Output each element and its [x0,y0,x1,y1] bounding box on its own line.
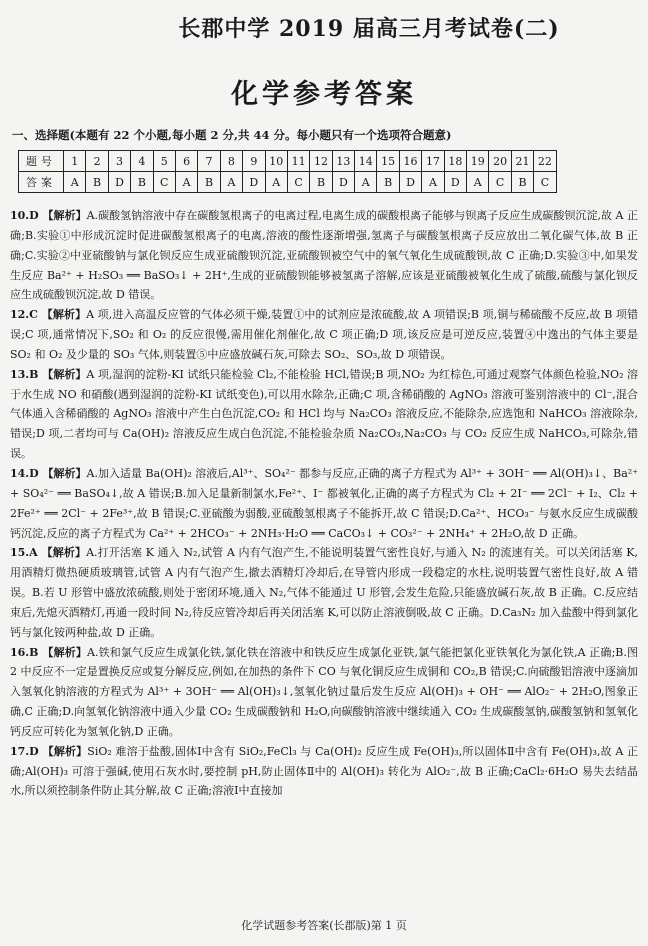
explanation-item [10,206,638,305]
item-text: A.加入适量 Ba(OH)₂ 溶液后,Al³⁺、SO₄²⁻ 都参与反应,正确的离子方程式为 Al³⁺ + 3OH⁻ ══ Al(OH)₃↓、Ba²⁺ + SO₄²⁻ ══ BaSO₄↓,故 A 错误;B.加入足量新制氯水,Fe²⁺、I⁻ 都被氧化,正确的离子方程式为 Cl₂ + 2I⁻ ══ 2Cl⁻ + I₂、Cl₂ + 2Fe²⁺ ══ 2Cl⁻ + 2Fe³⁺,故 B 错误;C.亚硫酸为弱酸,亚硫酸氢根离子不能拆开,故 C 错误;D.Ca²⁺、HCO₃⁻ 与氨水反应生成碳酸钙沉淀,反应的离子方程式为 Ca²⁺ + 2HCO₃⁻ + 2NH₃·H₂O ══ CaCO₃↓ + CO₃²⁻ + 2NH₄⁺ + 2H₂O,故 D 正确。 [10,466,638,540]
row-header-answer: 答案 [19,172,64,193]
answer-cell: D [243,172,265,193]
answer-cell: D [444,172,466,193]
answer-cell: A [265,172,287,193]
item-text: A 项,湿润的淀粉-KI 试纸只能检验 Cl₂,不能检验 HCl,错误;B 项,NO₂ 为红棕色,可通过观察气体颜色检验,NO₂ 溶于水生成 NO 和硝酸(遇到湿润的淀粉-KI 试纸变色),可以用水除杂,正确;C 项,含稀硝酸的 AgNO₃ 溶液可鉴别溶液中的 Cl⁻,混合气体通入含稀硝酸的 AgNO₃ 溶液中产生白色沉淀,CO₂ 和 HCl 均与 Na₂CO₃ 溶液反应,不能除杂,应选饱和 NaHCO₃ 溶液除杂,错误;D 项,二者均可与 Ca(OH)₂ 溶液反应生成白色沉淀,不能检验杂质 Na₂CO₃,Na₂CO₃ 与 CO₂ 反应生成 NaHCO₃,可除杂,错误。 [10,367,639,461]
answer-cell: B [310,172,332,193]
question-number-cell: 19 [467,151,489,172]
question-number-cell: 20 [489,151,511,172]
question-number-cell: 8 [220,151,242,172]
item-key: 13.B 【解析】 [10,367,87,381]
item-text: A.打开活塞 K 通入 N₂,试管 A 内有气泡产生,不能说明装置气密性良好,与通入 N₂ 的流速有关。可以关闭活塞 K,用酒精灯微热硬质玻璃管,试管 A 内有气泡产生,撤去酒精灯冷却后,在导管内形成一段稳定的水柱,说明装置气密性良好,故 A 错误。B.若 U 形管中盛放浓硫酸,则处于密闭环境,通入 N₂,气体不能通过 U 形管,会发生危险,只能盛放碱石灰,故 B 正确。C.反应结束后,先熄灭酒精灯,再通一段时间 N₂,待反应管冷却后再关闭活塞 K,可以防止溶液倒吸,故 C 正确。D.Ca₃N₂ 加入盐酸中得到氯化钙与氯化铵两种盐,故 D 正确。 [10,546,638,639]
question-number-cell: 12 [310,151,332,172]
question-number-cell: 14 [355,151,377,172]
question-number-cell: 13 [332,151,354,172]
explanation-item [10,305,638,365]
section-heading: 一、选择题(本题有 22 个小题,每小题 2 分,共 44 分。每小题只有一个选项符合题意) [12,128,452,142]
answer-table-number-row [19,151,557,172]
page-title: 化学参考答案 [231,79,417,110]
answer-cell: B [86,172,108,193]
question-number-cell: 1 [64,151,86,172]
answer-cell: A [467,172,489,193]
answer-cell: A [64,172,86,193]
answer-table-answer-row [19,172,557,193]
question-number-cell: 2 [86,151,108,172]
question-number-cell: 6 [175,151,197,172]
question-number-cell: 15 [377,151,399,172]
question-number-cell: 9 [243,151,265,172]
question-number-cell: 22 [534,151,556,172]
answer-cell: A [355,172,377,193]
row-header-number: 题号 [19,151,64,172]
item-key: 12.C 【解析】 [10,308,87,322]
answer-cell: B [198,172,220,193]
explanation-item [10,365,638,464]
explanation-item [10,643,638,742]
question-number-cell: 21 [511,151,533,172]
question-number-cell: 3 [108,151,130,172]
item-key: 10.D 【解析】 [10,209,87,222]
explanation-item [10,742,638,802]
item-key: 16.B 【解析】 [10,645,88,659]
page-footer: 化学试题参考答案(长郡版)第 1 页 [241,919,407,932]
answer-cell: A [175,172,197,193]
answer-cell: A [220,172,242,193]
item-text: A 项,进入高温反应管的气体必须干燥,装置①中的试剂应是浓硫酸,故 A 项错误;B 项,铜与稀硫酸不反应,故 B 项错误;C 项,通常情况下,SO₂ 和 O₂ 的反应很慢,需用催化剂催化,故 C 项正确;D 项,该反应是可逆反应,装置④中逸出的气体主要是 SO₂ 和 O₂ 及少量的 SO₃ 气体,则装置⑤中应盛放碱石灰,可除去 SO₂、SO₃,故 D 项错误。 [10,308,638,361]
answer-cell: C [534,172,556,193]
answer-cell: C [153,172,175,193]
answer-cell: C [489,172,511,193]
question-number-cell: 17 [422,151,444,172]
question-number-cell: 18 [444,151,466,172]
question-number-cell: 7 [198,151,220,172]
question-number-cell: 5 [153,151,175,172]
answer-table [18,150,557,193]
explanation-item [10,543,638,642]
question-number-cell: 4 [131,151,153,172]
answer-cell: C [287,172,309,193]
item-text: A.铁和氯气反应生成氯化铁,氯化铁在溶液中和铁反应生成氯化亚铁,氯气能把氯化亚铁氧化为氯化铁,A 正确;B.图 2 中反应不一定是置换反应或复分解反应,例如,在加热的条件下 CO 与氧化铜反应生成铜和 CO₂,B 错误;C.向硫酸铝溶液中逐滴加入氢氧化钠溶液的方程式为 Al³⁺ + 3OH⁻ ══ Al(OH)₃↓,氢氧化钠过量后发生反应 Al(OH)₃ + OH⁻ ══ AlO₂⁻ + 2H₂O,图象正确,C 正确;D.向氢氧化钠溶液中通入少量 CO₂ 生成碳酸钠和 H₂O,向碳酸钠溶液中继续通入 CO₂ 生成碳酸氢钠,碳酸氢钠和氢氧化钙反应可转化为氢氧化钠,D 正确。 [10,645,638,738]
item-text: A.碳酸氢钠溶液中存在碳酸氢根离子的电离过程,电离生成的碳酸根离子能够与钡离子反应生成碳酸钡沉淀,故 A 正确;B.实验①中形成沉淀时促进碳酸氢根离子的电离,溶液的酸性逐渐增强,氢离子与碳酸氢根离子反应放出二氧化碳气体,故 B 正确;C.实验②中亚硫酸钠与氯化钡反应生成亚硫酸钡沉淀,亚硫酸钡被空气中的氧气氧化生成硫酸钡,故 C 正确;D.实验③中,如果发生反应 Ba²⁺ + H₂SO₃ ══ BaSO₃↓ + 2H⁺,生成的亚硫酸钡能够被氢离子溶解,应该是亚硫酸被氧化生成了硫酸,硫酸与氯化钡反应生成硫酸钡沉淀,故 D 错误。 [10,209,638,302]
question-number-cell: 16 [399,151,421,172]
answer-cell: A [422,172,444,193]
answer-cell: B [377,172,399,193]
item-key: 14.D 【解析】 [10,466,87,480]
answer-cell: D [399,172,421,193]
answer-cell: D [108,172,130,193]
answer-cell: D [332,172,354,193]
explanations [10,206,638,801]
answer-cell: B [511,172,533,193]
answer-cell: B [131,172,153,193]
item-text: SiO₂ 难溶于盐酸,固体Ⅰ中含有 SiO₂,FeCl₃ 与 Ca(OH)₂ 反应生成 Fe(OH)₃,所以固体Ⅱ中含有 Fe(OH)₃,故 A 正确;Al(OH)₃ 可溶于强碱,使用石灰水时,要控制 pH,防止固体Ⅱ中的 Al(OH)₃ 转化为 AlO₂⁻,故 B 正确;CaCl₂·6H₂O 易失去结晶水,所以须控制条件防止其分解,故 C 正确;溶液Ⅰ中直接加 [10,744,638,798]
explanation-item [10,464,638,543]
item-key: 17.D 【解析】 [10,744,88,758]
question-number-cell: 10 [265,151,287,172]
item-key: 15.A 【解析】 [10,546,87,560]
question-number-cell: 11 [287,151,309,172]
exam-header-title: 长郡中学 2019 届高三月考试卷(二) [178,16,560,42]
